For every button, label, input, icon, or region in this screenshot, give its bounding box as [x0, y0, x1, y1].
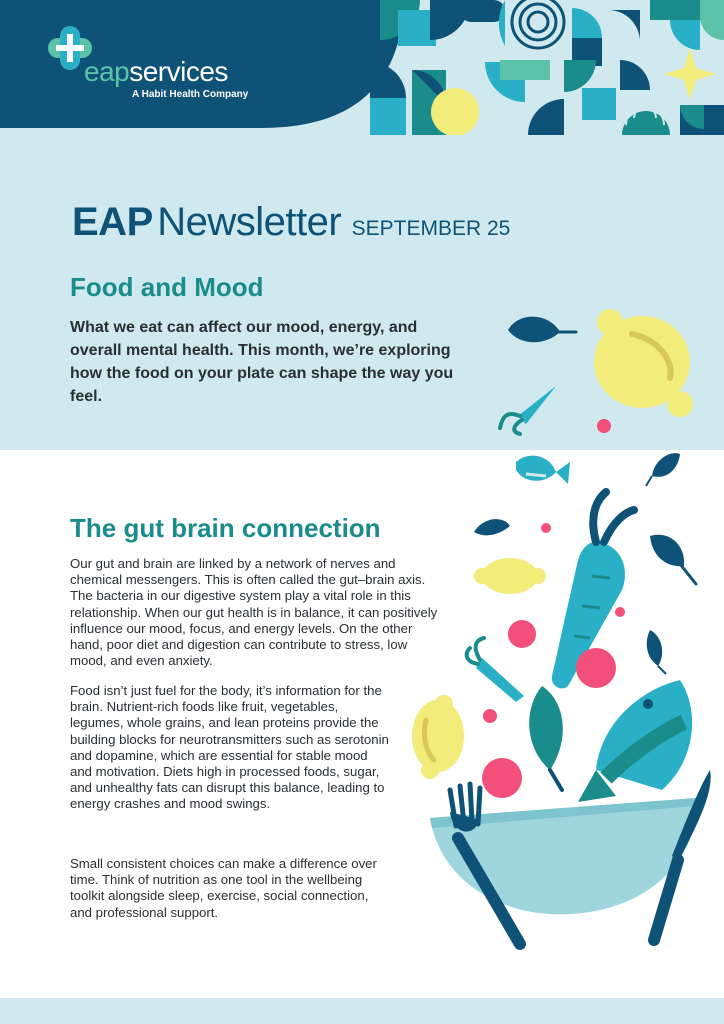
- leaf-icon-big: [529, 686, 563, 790]
- title-newsletter: Newsletter: [157, 200, 342, 244]
- footer-band: [0, 998, 724, 1024]
- fish-icon-big: [578, 680, 692, 802]
- leaf-icon: [508, 317, 576, 343]
- logo-wordmark: [84, 56, 228, 88]
- lemon-icon-mid: [474, 558, 546, 594]
- logo-eap: eap: [84, 56, 130, 87]
- paragraph-1: Our gut and brain are linked by a network of nerves and chemical messengers. This is often called the gut–brain axis. The bacteria in our digestive system play a vital role in this relationship. When our gut health is in balance, it can positively influence our mood, focus, and energy levels. On the other hand, poor diet and digestion can contribute to stress, low mood, and even anxiety.: [70, 556, 438, 669]
- lemon-icon: [594, 309, 693, 417]
- berry-icon: [597, 419, 611, 433]
- food-bowl-illustration: [400, 440, 724, 960]
- geometric-pattern-icon: [350, 0, 724, 135]
- lemon-icon-bottom: [412, 695, 464, 779]
- logo-tagline: A Habit Health Company: [132, 89, 249, 100]
- leaf-icon-small: [652, 453, 680, 477]
- food-illustration-top: [490, 300, 724, 440]
- issue-date: SEPTEMBER 25: [351, 217, 511, 240]
- title-eap: EAP: [72, 200, 153, 244]
- paragraph-2: Food isn’t just fuel for the body, it’s information for the brain. Nutrient-rich foods like fruit, vegetables, legumes, whole grains, and lean proteins provide the building blocks for neurotransmitters such as serotonin and dopamine, which are essential for stable mood and motivation. Diets high in processed foods, sugar, and unhealthy fats can disrupt this balance, leading to energy crashes and mood swings.: [70, 683, 389, 812]
- fish-icon-small: [516, 456, 570, 484]
- leaf-icon-right: [650, 535, 684, 566]
- paragraph-3: Small consistent choices can make a difference over time. Think of nutrition as one tool in the wellbeing toolkit alongside sleep, exercise, social connection, and professional support.: [70, 856, 377, 920]
- section-heading-gut-brain: The gut brain connection: [70, 513, 381, 543]
- section-heading-food-mood: Food and Mood: [70, 272, 264, 302]
- carrot-icon: [500, 386, 556, 434]
- leaf-icon-left: [474, 519, 510, 535]
- logo: [48, 26, 278, 106]
- logo-services: services: [129, 56, 228, 87]
- newsletter-title: [72, 200, 510, 245]
- intro-text: What we eat can affect our mood, energy, and overall mental health. This month, we’re exploring how the food on your plate can shape the way you feel.: [70, 319, 454, 405]
- carrot-icon-small: [467, 638, 524, 702]
